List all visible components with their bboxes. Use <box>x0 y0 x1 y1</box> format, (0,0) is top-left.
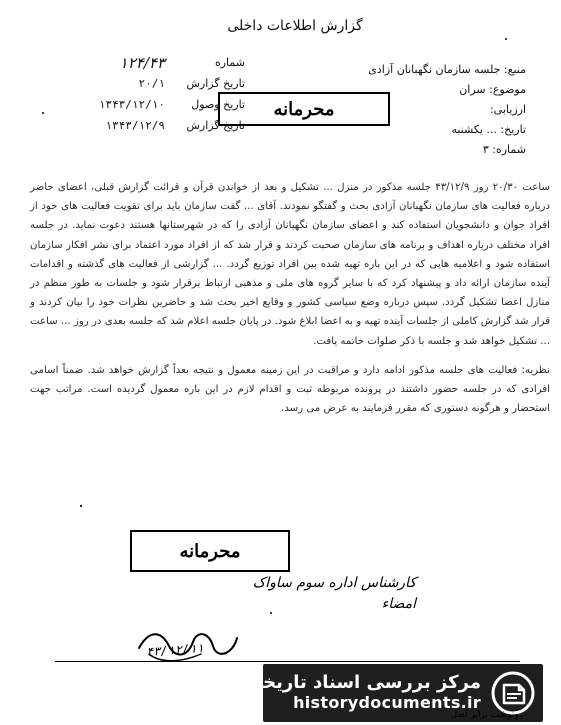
confidential-stamp-top <box>218 92 390 126</box>
number-label: شماره <box>214 56 245 69</box>
scan-speck <box>80 505 82 507</box>
header-left-number-row <box>55 52 245 73</box>
scan-speck <box>270 612 272 614</box>
receipt-date-label: تاریخ وصول <box>191 98 245 111</box>
report-date-row <box>55 115 245 136</box>
confidential-stamp-bottom <box>130 530 290 572</box>
document-title: گزارش اطلاعات داخلی <box>227 18 363 34</box>
header-right-line-3-text: ارزیابی: <box>489 103 526 116</box>
copy-note: رونوشت برابر اصل <box>450 710 523 720</box>
bottom-divider <box>55 661 520 662</box>
document-icon <box>491 671 535 715</box>
watermark-text <box>245 674 481 712</box>
document-body <box>30 178 550 418</box>
header-right-line-1 <box>301 60 526 80</box>
watermark-title: مرکز بررسی اسناد تاریخی <box>244 672 481 694</box>
signature-date: ۴۳/۱۲/۱۱ <box>145 641 205 659</box>
signature-block <box>145 575 416 659</box>
signature-line-2: امضاء <box>381 596 416 612</box>
confidential-stamp-bottom-text: محرمانه <box>179 540 241 562</box>
header-right-line-4-text: تاریخ: ... یکشنبه <box>451 123 526 136</box>
scan-speck <box>42 112 44 114</box>
header-left-subnumber-row <box>55 73 245 94</box>
header-right-line-5-text: شماره: ۳ <box>482 143 526 156</box>
header-left <box>55 52 245 136</box>
header-right-line-5 <box>301 140 526 160</box>
scan-speck <box>505 38 507 40</box>
receipt-date-row <box>55 94 245 115</box>
header-right-line-1-text: منبع: جلسه سازمان نگهبانان آزادی <box>368 63 526 76</box>
confidential-stamp-top-text: محرمانه <box>273 98 335 120</box>
signature-line-1: کارشناس اداره سوم ساواک <box>252 575 416 591</box>
body-paragraph-1: ساعت ۲۰/۳۰ روز ۴۳/۱۲/۹ جلسه مذکور در منزل ... تشکیل و بعد از خواندن قرآن و قرائت گزارش قبلی، اعضای حاضر درباره فعالیت های سازمان نگهبانان آزادی بحث و گفتگو نمودند. آقای ... گفت سازمان باید برای تقویت فعالیت های خود از افراد جوان و دانشجویان استفاده کند و اعضای سازمان نگهبانان آزادی را که در شهرستانها هستند دعوت نماید. در جلسه افراد مختلف درباره اهداف و برنامه های سازمان صحبت کردند و قرار شد که از افراد مورد اعتماد برای نشر افکار سازمان استفاده شود و اعلامیه هایی که در این باره تهیه شده بین افراد توزیع گردد. ... گزارشی از فعالیت های گذشته و اقدامات آینده سازمان ارائه داد و پیشنهاد کرد که با سایر گروه های ملی و مذهبی ارتباط برقرار شود و جلسات به طور منظم در منازل اعضا تشکیل گردد. سپس درباره وضع سیاسی کشور و وقایع اخیر بحث شد و حاضرین نظرات خود را بیان کردند و قرار شد گزارش کاملی از جلسات آینده تهیه و به اعضا ابلاغ شود. در پایان جلسه اعلام شد که جلسه بعدی در روز ... ساعت ... تشکیل خواهد شد و جلسه با ذکر صلوات خاتمه یافت. <box>30 182 550 347</box>
number-subvalue: ۲۰/۱ <box>138 77 165 90</box>
header-right-line-2-text: موضوع: سران <box>459 83 526 96</box>
report-date-value: ۱۳۴۳/۱۲/۹ <box>105 119 165 132</box>
date-label: تاریخ گزارش <box>186 77 245 90</box>
number-value: ۱۲۴/۴۳ <box>119 53 165 72</box>
report-date-label: تاریخ گزارش <box>186 119 245 132</box>
receipt-date-value: ۱۳۴۳/۱۲/۱۰ <box>98 98 165 111</box>
watermark-url: historydocuments.ir <box>293 693 481 713</box>
body-paragraph-2: نظریه: فعالیت های جلسه مذکور ادامه دارد و مراقبت در این زمینه معمول و نتیجه بعداً گزارش خواهد شد. ضمناً اسامی افرادی که در جلسه حضور داشتند در پرونده مربوطه ثبت و اقدام لازم در این باره معمول گردیده است. مراتب جهت استحضار و هرگونه دستوری که مقرر فرمایند به عرض می رسد. <box>30 364 550 415</box>
